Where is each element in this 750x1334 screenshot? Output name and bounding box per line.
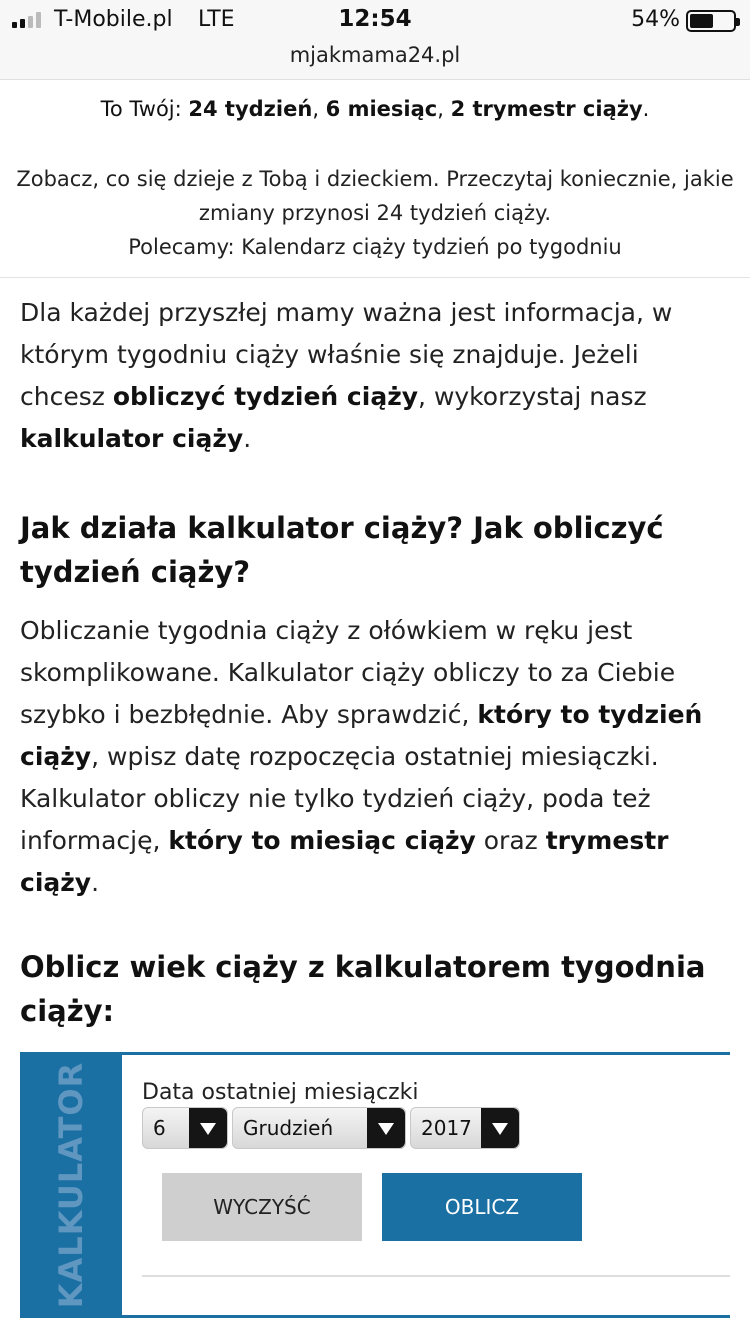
battery-percentage: 54% [631,7,680,32]
explanation-paragraph: Obliczanie tygodnia ciąży z ołówkiem w ręku jest skomplikowane. Kalkulator ciąży obliczy to za Ciebie szybko i bezbłędnie. Aby sprawdzić, który to tydzień ciąży, wpisz datę rozpoczęcia ostatniej miesiączki. Kalkulator obliczy nie tylko tydzień ciąży, poda też informację, który to miesiąc ciąży oraz trymestr ciąży. [20,616,703,897]
network-type: LTE [198,7,235,32]
section-heading-how-it-works: Jak działa kalkulator ciąży? Jak obliczyć tydzień ciąży? [20,511,664,589]
recommend-link[interactable]: Polecamy: Kalendarz ciąży tydzień po tygodniu [128,235,622,259]
calculator-side-panel [20,1055,122,1315]
clear-button[interactable]: WYCZYŚĆ [162,1173,362,1241]
chevron-down-icon [367,1108,405,1148]
month-select[interactable] [232,1107,406,1149]
pregnancy-summary: To Twój: 24 tydzień, 6 miesiąc, 2 trymestr ciąży. [100,97,650,121]
pregnancy-calculator [20,1052,730,1318]
month-value: Grudzień [243,1116,334,1140]
divider [142,1275,730,1277]
address-bar[interactable] [0,40,750,80]
last-period-label: Data ostatniej miesiączki [142,1080,419,1105]
battery-fill [690,14,713,28]
pregnancy-status-banner [0,82,750,278]
current-week: 24 tydzień [188,97,313,121]
day-select[interactable] [142,1107,228,1149]
clock: 12:54 [338,6,412,32]
chevron-down-icon [189,1108,227,1148]
current-month: 6 miesiąc [325,97,438,121]
calculator-form [122,1055,730,1315]
current-trimester: 2 trymestr ciąży [450,97,643,121]
banner-description: Zobacz, co się dzieje z Tobą i dzieckiem. Przeczytaj koniecznie, jakie zmiany przynosi 24 tydzień ciąży. Polecamy: Kalendarz ciąży tydzień po tygodniu [0,162,750,264]
status-bar [0,0,750,40]
section-heading-calculator: Oblicz wiek ciąży z kalkulatorem tygodnia ciąży: [20,950,706,1028]
calculate-button[interactable]: OBLICZ [382,1173,582,1241]
calculator-side-label: KALKULATOR [52,1061,90,1309]
intro-paragraph: Dla każdej przyszłej mamy ważna jest informacja, w którym tygodniu ciąży właśnie się znajduje. Jeżeli chcesz obliczyć tydzień ciąży, wykorzystaj nasz kalkulator ciąży. [20,298,673,453]
year-select[interactable] [410,1107,520,1149]
carrier-name: T-Mobile.pl [54,7,173,32]
battery-icon [686,10,736,32]
year-value: 2017 [421,1116,472,1140]
url-text[interactable]: mjakmama24.pl [289,43,461,67]
day-value: 6 [153,1116,166,1140]
chevron-down-icon [481,1108,519,1148]
week-24-link[interactable]: zmiany przynosi 24 tydzień ciąży. [198,201,552,225]
